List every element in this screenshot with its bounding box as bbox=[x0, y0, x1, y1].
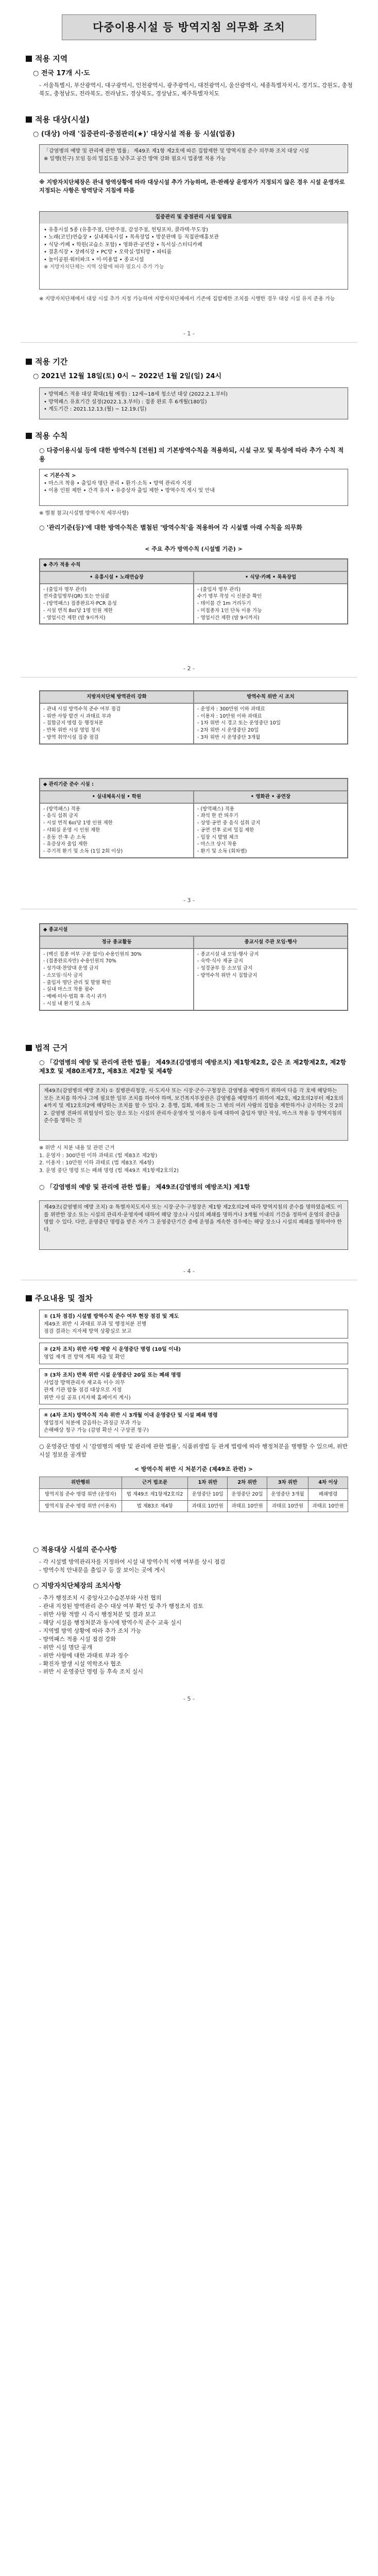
section-heading-period bbox=[26, 357, 67, 368]
section-heading-text: 주요내용 및 절차 bbox=[35, 1294, 93, 1303]
section-bullet-icon bbox=[26, 1045, 32, 1051]
enforcement-left-header: 지방자치단체 방역관리 강화 bbox=[40, 691, 194, 703]
procedure-step-4: ④ (4차 조치) 방역수칙 지속 위반 시 3개월 이내 운영중단 및 시설 폐쇄 명령 영업정지 처분에 갈음하는 과징금 부과 가능 손해배상 청구 가능 (감염 확산 시 구상권 청구) bbox=[39, 1409, 348, 1437]
local-gov-sub: ○ 지방자치단체장의 조치사항 bbox=[33, 1582, 122, 1590]
rules-caption: < 주요 추가 방역수칙 (시설별 기준) > bbox=[145, 546, 243, 552]
section-heading-rules bbox=[26, 431, 67, 442]
page-number: - 3 - bbox=[183, 897, 195, 904]
penalty-table-title: < 방역수칙 위반 시 처분기준 (제49조 관련) > bbox=[134, 1466, 253, 1472]
target-box-line: ※ 일행(친구) 모임 등의 밀집도를 낮추고 공간 방역 강화 필요시 업종별 적용 가능 bbox=[44, 156, 226, 162]
facility-row: • 결혼식장 • 장례식장 • PC방 • 오락실·멀티방 • 파티룸 bbox=[44, 249, 172, 255]
obligations-sub: ○ 적용대상 시설의 준수사항 bbox=[33, 1546, 117, 1554]
procedure-step-2: ② (2차 조치) 위반 사항 재발 시 운영중단 명령 (10일 이내) 영업 재개 전 방역 계획 제출 및 확인 bbox=[39, 1343, 348, 1364]
section-bullet-icon bbox=[26, 56, 32, 62]
facility-table-title: 집중관리 및 중점관리 시설 일람표 bbox=[40, 212, 348, 224]
managed-facility-header: ◆ 관리기준 준수 시설 : bbox=[40, 778, 348, 791]
star-note: ※ 지방자치단체장은 관내 방역상황에 따라 대상시설 추가 가능하며, 관·판례상 운영자가 지정되지 않은 경우 시설 운영자로 지정되는 사항은 방역당국 지침에 따름 bbox=[39, 179, 345, 194]
target-sub: ○ (대상) 아래 '집중관리·중점관리(★)' 대상시설 적용 등 시설(업종) bbox=[33, 130, 235, 138]
procedure-step-1: ① (1차 점검) 시설별 방역수칙 준수 여부 현장 점검 및 계도 제49조 위반 시 과태료 부과 및 행정처분 진행 점검 결과는 지자체 방역 상황실로 보고 bbox=[39, 1310, 348, 1338]
legal-sub2: ○ 「감염병의 예방 및 관리에 관한 법률」 제49조(감염병의 예방조치) 제1항 bbox=[39, 1183, 250, 1191]
period-sub: ○ 2021년 12월 18일(토) 0시 ~ 2022년 1월 2일(일) 24시 bbox=[33, 372, 222, 380]
facility-row: • 노래(코인)연습장 • 실내체육시설 • 목욕장업 • 방문판매 등 직접판매홍보관 bbox=[44, 234, 219, 240]
period-box bbox=[39, 387, 348, 419]
enforcement-grid bbox=[39, 690, 348, 744]
target-box bbox=[39, 144, 348, 173]
enforcement-left: - 관내 시설 방역수칙 준수 여부 점검 - 위반 사항 발견 시 과태료 부과 - 집합금지 명령 등 행정처분 - 반복 위반 시설 영업 정지 - 방역 취약시설 집중 점검 bbox=[40, 703, 194, 744]
facility-table-note: ※ 지방자치단체는 지역 상황에 따라 필요시 추가 가능 bbox=[44, 264, 164, 270]
managed-facility-left-header: • 실내체육시설 • 학원 bbox=[40, 791, 194, 803]
obligations-lines: - 각 시설별 방역관리자를 지정하여 시설 내 방역수칙 이행 여부를 상시 점검 - 방역수칙 안내문을 출입구 등 잘 보이는 곳에 게시 bbox=[39, 1558, 226, 1573]
managed-facility-left: - (방역패스) 적용 - 음식 섭취 금지 - 시설 면적 6㎡당 1명 인원 제한 - 샤워실 운영 시 인원 제한 - 운동 전·후 손 소독 - 유증상자 출입 제한 - 주기적 환기 및 소독 (1일 2회 이상) bbox=[40, 803, 194, 858]
section-bullet-icon bbox=[26, 359, 32, 365]
table-row: 방역지침 준수 명령 위반 (운영자) 법 제49조 제1항제2호의2 운영중단 10일 운영중단 20일 운영중단 3개월 폐쇄명령 bbox=[40, 1488, 348, 1500]
section-heading-text: 적용 지역 bbox=[35, 54, 68, 63]
section-heading-text: 적용 대상(시설) bbox=[35, 115, 90, 124]
religious-right-header: 종교시설 주관 모임·행사 bbox=[194, 936, 348, 948]
religious-header: ◆ 종교시설 bbox=[40, 924, 348, 936]
managed-facility-grid bbox=[39, 778, 348, 858]
period-box-line: • 방역패스 적용 대상 확대(1월 예정) : 12세~18세 청소년 대상 (2022.2.1.부터) bbox=[44, 392, 228, 397]
page-number: - 1 - bbox=[183, 330, 195, 337]
rules-sub: ○ 다중이용시설 등에 대한 방역수칙 [전원] 의 기본방역수칙을 적용하되, 시설 규모 및 특성에 따라 추가 수칙 적용 bbox=[39, 447, 344, 463]
rules-note: ※ 별첨 참고(시설별 방역수칙 세부사항) bbox=[39, 511, 129, 516]
enforcement-right-header: 방역수칙 위반 시 조치 bbox=[194, 691, 348, 703]
facility-row: • 유흥시설 5종 (유흥주점, 단란주점, 감성주점, 헌팅포차, 콜라텍·무도장) bbox=[44, 227, 209, 233]
page-divider bbox=[21, 342, 357, 343]
facility-row: • 놀이공원·워터파크 • 이·미용업 • 종교시설 bbox=[44, 257, 144, 263]
extra-rules-grid bbox=[39, 558, 348, 624]
section-bullet-icon bbox=[26, 1295, 32, 1301]
religious-left-header: 정규 종교활동 bbox=[40, 936, 194, 948]
section-heading-text: 적용 기간 bbox=[35, 357, 68, 366]
basic-rules-box bbox=[39, 469, 348, 506]
section-bullet-icon bbox=[26, 433, 32, 439]
section-heading-text: 적용 수칙 bbox=[35, 431, 68, 440]
page-number: - 5 - bbox=[183, 1696, 195, 1702]
facility-row: • 식당·카페 • 학원(교습소 포함) • 영화관·공연장 • 독서실·스터디카페 bbox=[44, 242, 202, 248]
managed-facility-right-header: • 영화관 • 공연장 bbox=[194, 791, 348, 803]
local-gov-lines: - 추가 행정조치 시 중앙사고수습본부와 사전 협의 - 관내 지정된 방역관리 준수 대상 여부 확인 및 추가 행정조치 검토 - 위반 사항 적발 시 즉시 행정처분 및 결과 보고 - 해당 시설을 행정처분과 동시에 방역수칙 준수 교육 실시 - 지역별 방역 상황에 따라 추가 조치 가능 - 방역패스 적용 시설 점검 강화 - 위반 시설 명단 공개 - 위반 사항에 대한 과태료 부과 징수 - 확진자 발생 시설 역학조사 협조 - 위반 시 운영중단 명령 등 후속 조치 실시 bbox=[39, 1595, 203, 1675]
section-heading-text: 법적 근거 bbox=[35, 1043, 68, 1053]
extra-rules-left-header: • 유흥시설 • 노래연습장 bbox=[40, 571, 194, 584]
region-sub: ○ 전국 17개 시·도 bbox=[33, 70, 90, 77]
region-detail: - 서울특별시, 부산광역시, 대구광역시, 인천광역시, 광주광역시, 대전광역시, 울산광역시, 세종특별자치시, 경기도, 강원도, 충청북도, 충청남도, 전라북도, 전라남도, 경상북도, 경상남도, 제주특별자치도 bbox=[39, 82, 353, 97]
basic-rules-line: • 이용 인원 제한 • 간격 유지 • 유증상자 출입 제한 • 방역수칙 게시 및 안내 bbox=[44, 488, 215, 494]
document-title: 다중이용시설 등 방역지침 의무화 조치 bbox=[62, 14, 316, 40]
basic-rules-title: < 기본수칙 > bbox=[44, 473, 76, 479]
religious-grid bbox=[39, 923, 348, 1011]
facility-table bbox=[39, 211, 348, 290]
section-heading-legal bbox=[26, 1043, 67, 1054]
page-number: - 4 - bbox=[183, 1268, 195, 1275]
legal-body-box: 제49조(감염병의 예방 조치) ① 질병관리청장, 시·도지사 또는 시장·군수·구청장은 감염병을 예방하기 위하여 다음 각 호에 해당하는 모든 조치를 하거나 그에 필요한 일부 조치를 하여야 하며, 보건복지부장관은 감염병을 예방하기 위하여 제2호, 제2호의2부터 제2호의4까지 및 제12호의2에 해당하는 조치를 할 수 있다. 2. 흥행, 집회, 제례 또는 그 밖의 여러 사람의 집합을 제한하거나 금지하는 것 2의2. 감염병 전파의 위험성이 있는 장소 또는 시설의 관리자·운영자 및 이용자 등에 대하여 출입자 명단 작성, 마스크 착용 등 방역지침의 준수를 명하는 것 bbox=[39, 1084, 348, 1141]
procedure-body: ○ 운영중단 명령 시 '감염병의 예방 및 관리에 관한 법률', 식품위생법 등 관계 법령에 따라 행정처분을 병행할 수 있으며, 위반 시설 정보를 공개함 bbox=[39, 1443, 348, 1458]
religious-left: - (백신 접종 여부 구분 없이) 수용인원의 30% - (접종완료자만) 수용인원의 70% - 성가대·찬양대 운영 금지 - 소모임·식사 금지 - 출입자 명단 관리 및 발열 확인 - 실내 마스크 착용 필수 - 예배·미사·법회 후 즉시 귀가 - 시설 내 환기 및 소독 bbox=[40, 948, 194, 1010]
section-heading-region bbox=[26, 54, 67, 65]
section-bullet-icon bbox=[26, 116, 32, 123]
penalty-table-head: 위반행위 근거 법조문 1차 위반 2차 위반 3차 위반 4차 이상 bbox=[40, 1477, 348, 1489]
table-row: 방역지침 준수 명령 위반 (이용자) 법 제83조 제4항 과태료 10만원 과태료 10만원 과태료 10만원 과태료 10만원 bbox=[40, 1500, 348, 1512]
legal-sub: ○ 「감염병의 예방 및 관리에 관한 법률」 제49조(감염병의 예방조치) 제1항제2호, 같은 조 제2항제2호, 제2항제3호 및 제80조제7호, 제83조 제2항 및 제4항 bbox=[39, 1059, 347, 1075]
page-number: - 2 - bbox=[183, 665, 195, 672]
religious-right: - 종교시설 내 모임·행사 금지 - 숙박·식사 제공 금지 - 성경공부 등 소모임 금지 - 방역수칙 위반 시 집합금지 bbox=[194, 948, 348, 1010]
procedure-step-3: ③ (3차 조치) 반복 위반 시설 운영중단 20일 또는 폐쇄 명령 사업장 방역관리자 재교육 이수 의무 관계 기관 합동 점검 대상으로 지정 위반 사실 공표 (지자체 홈페이지 게시) bbox=[39, 1368, 348, 1404]
extra-rules-header: ◆ 추가 적용 수칙 bbox=[40, 559, 348, 571]
legal-body2-box: 제49조(감염병의 예방 조치) ② 특별자치도지사 또는 시장·군수·구청장은 제1항 제2호의2에 따라 방역지침의 준수를 명하였음에도 이를 위반한 장소 또는 시설의 관리자·운영자에 대하여 해당 장소나 시설의 폐쇄를 명하거나 3개월 이내의 기간을 정하여 운영의 중단을 명할 수 있다. 다만, 운영중단 명령을 받은 자가 그 운영중단기간 중에 운영을 계속한 경우에는 해당 장소나 시설의 폐쇄를 명하여야 한다. bbox=[39, 1200, 348, 1250]
penalty-table bbox=[39, 1477, 348, 1512]
section-heading-target bbox=[26, 114, 90, 126]
period-box-line: • 계도기간 : 2021.12.13.(월) ~ 12.19.(일) bbox=[44, 406, 147, 412]
basic-rules-line: • 마스크 착용 • 출입자 명단 관리 • 환기·소독 • 방역 관리자 지정 bbox=[44, 480, 192, 486]
target-foot: ※ 지방자치단체에서 대상 시설 추가 지정 가능하며 지방자치단체에서 기존에 집합제한 조치를 시행한 경우 대상 시설 유지 준용 가능 bbox=[39, 296, 335, 302]
legal-notes: ※ 위반 시 처분 내용 및 관련 근거 1. 운영자 : 300만원 이하 과태료 (법 제83조 제2항) 2. 이용자 : 10만원 이하 과태료 (법 제83조 제4항) 3. 운영 중단 명령 또는 폐쇄 명령 (법 제49조 제1항제2호의2) bbox=[39, 1145, 179, 1174]
extra-rules-left: - (출입자 명부 관리) 전자출입명부(QR) 또는 안심콜 - (방역패스) 접종완료자·PCR 음성 - 시설 면적 8㎡당 1명 인원 제한 - 영업시간 제한 (밤 9시까지) bbox=[40, 584, 194, 624]
section-heading-procedure bbox=[26, 1293, 93, 1304]
extra-rules-right: - (출입자 명부 관리) 수기 명부 작성 시 신분증 확인 - 테이블 간 1m 거리두기 - 미접종자 1인 단독 이용 가능 - 영업시간 제한 (밤 9시까지) bbox=[194, 584, 348, 624]
period-box-line: • 방역패스 유효기간 설정(2022.1.3.부터) : 접종 완료 후 6개월(180일) bbox=[44, 399, 207, 405]
rules-sub2: ○ '관리기준(등)'에 대한 방역수칙은 별첨된 '방역수칙'을 적용하여 각 시설별 아래 수칙을 의무화 bbox=[39, 524, 302, 531]
enforcement-right: - 운영자 : 300만원 이하 과태료 - 이용자 : 10만원 이하 과태료 - 1차 위반 시 경고 또는 운영중단 10일 - 2차 위반 시 운영중단 20일 - 3차 위반 시 운영중단 3개월 bbox=[194, 703, 348, 744]
extra-rules-right-header: • 식당·카페 • 목욕장업 bbox=[194, 571, 348, 584]
managed-facility-right: - (방역패스) 적용 - 좌석 한 칸 띄우기 - 상영·공연 중 음식 섭취 금지 - 공연 전후 로비 밀집 제한 - 입장 시 발열 체크 - 마스크 상시 착용 - 환기 및 소독 (회차별) bbox=[194, 803, 348, 858]
target-box-line: 「감염병의 예방 및 관리에 관한 법률」 제49조 제1항 제2호에 따른 집합제한 및 방역지침 준수 의무화 조치 대상 시설 bbox=[44, 148, 309, 154]
